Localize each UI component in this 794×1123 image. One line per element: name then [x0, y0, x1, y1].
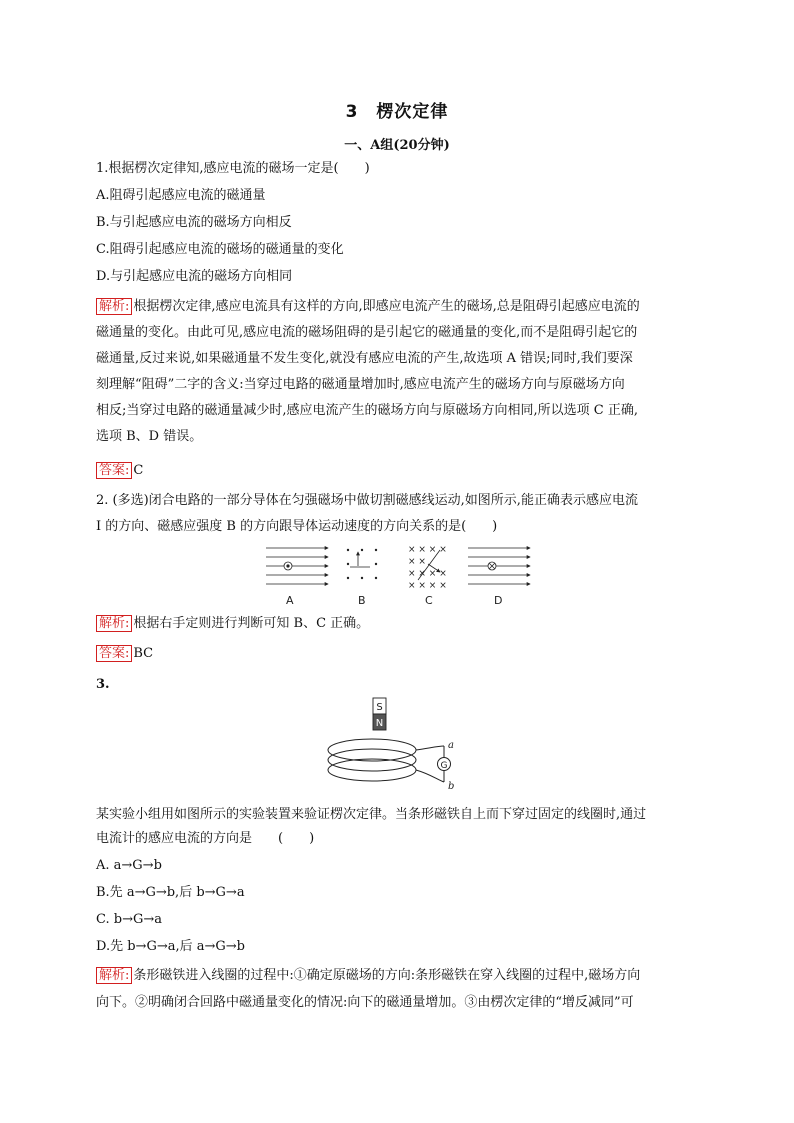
answer-tag: 答案: [96, 645, 132, 662]
svg-text:× × × ×: × × × × [408, 581, 447, 591]
figure-panel-b [347, 549, 377, 579]
analysis-tag: 解析: [96, 967, 132, 984]
q3-figure [320, 696, 470, 794]
q2-stem-line: I 的方向、磁感应强度 B 的方向跟导体运动速度的方向关系的是( ) [96, 519, 498, 534]
q2-figure [258, 540, 538, 610]
figure-panel-d [468, 548, 530, 584]
q3-stem-line: 电流计的感应电流的方向是 ( ) [96, 831, 315, 846]
q2-answer-line [96, 645, 153, 663]
answer-tag: 答案: [96, 462, 132, 479]
q3-analysis-line: 向下。②明确闭合回路中磁通量变化的情况:向下的磁通量增加。③由楞次定律的“增反减同”可 [96, 995, 634, 1010]
q1-option-b: B.与引起感应电流的磁场方向相反 [96, 215, 292, 230]
figure-panel-c [408, 545, 447, 591]
figure-label-b: B [358, 594, 366, 607]
q1-analysis-line: 刻理解“阻碍”二字的含义:当穿过电路的磁通量增加时,感应电流产生的磁场方向与原磁场方向 [96, 377, 625, 392]
svg-text:× × × ×: × × × × [408, 569, 447, 579]
q3-analysis-line [96, 967, 640, 985]
q3-option-d: D.先 b→G→a,后 a→G→b [96, 939, 245, 954]
q1-stem: 1.根据楞次定律知,感应电流的磁场一定是( ) [96, 161, 370, 176]
terminal-b-label: b [448, 781, 455, 792]
q2-analysis-line [96, 615, 369, 633]
magnet-n-label: N [375, 718, 384, 729]
bar-magnet [373, 698, 386, 730]
q2-analysis-text: 根据右手定则进行判断可知 B、C 正确。 [133, 616, 370, 631]
figure-label-d: D [494, 594, 503, 607]
q1-analysis-line: 相反;当穿过电路的磁通量减少时,感应电流产生的磁场方向与原磁场方向相同,所以选项 C 正确, [96, 403, 638, 418]
q1-option-a: A.阻碍引起感应电流的磁通量 [96, 188, 266, 203]
analysis-tag: 解析: [96, 615, 132, 632]
q1-option-c: C.阻碍引起感应电流的磁场的磁通量的变化 [96, 242, 344, 257]
svg-text:× ×: × × [408, 557, 426, 567]
galvanometer [438, 758, 451, 772]
q3-analysis-text: 条形磁铁进入线圈的过程中:①确定原磁场的方向:条形磁铁在穿入线圈的过程中,磁场方向 [133, 968, 641, 983]
q3-option-b: B.先 a→G→b,后 b→G→a [96, 885, 245, 900]
terminal-a-label: a [448, 740, 454, 751]
q3-number: 3. [96, 677, 110, 692]
q1-analysis-line: 磁通量的变化。由此可见,感应电流的磁场阻碍的是引起它的磁通量的变化,而不是阻碍引起它的 [96, 325, 638, 340]
q1-option-d: D.与引起感应电流的磁场方向相同 [96, 269, 293, 284]
q3-option-a: A. a→G→b [96, 858, 162, 873]
q2-stem-line: 2. (多选)闭合电路的一部分导体在匀强磁场中做切割磁感线运动,如图所示,能正确表示感应电流 [96, 493, 638, 508]
page-title: 3 楞次定律 [345, 102, 449, 122]
q2-answer-value: BC [133, 646, 154, 661]
svg-text:× × × ×: × × × × [408, 545, 447, 555]
figure-panel-a [266, 548, 328, 584]
coil [328, 739, 444, 782]
q1-analysis-line: 选项 B、D 错误。 [96, 429, 203, 444]
galvanometer-label: G [440, 761, 448, 771]
q1-analysis-line [96, 298, 640, 316]
figure-label-a: A [286, 594, 294, 607]
q1-answer-value: C [133, 463, 144, 478]
analysis-tag: 解析: [96, 298, 132, 315]
figure-label-c: C [425, 594, 433, 607]
q3-option-c: C. b→G→a [96, 912, 162, 927]
q1-analysis-line: 磁通量,反过来说,如果磁通量不发生变化,就没有感应电流的产生,故选项 A 错误;同时,我们要深 [96, 351, 633, 366]
q1-analysis-text: 根据楞次定律,感应电流具有这样的方向,即感应电流产生的磁场,总是阻碍引起感应电流的 [133, 299, 640, 314]
magnet-s-label: S [376, 702, 383, 713]
q3-stem-line: 某实验小组用如图所示的实验装置来验证楞次定律。当条形磁铁自上而下穿过固定的线圈时,通过 [96, 807, 647, 822]
q1-answer-line [96, 462, 143, 480]
section-heading: 一、A组(20分钟) [344, 138, 450, 153]
